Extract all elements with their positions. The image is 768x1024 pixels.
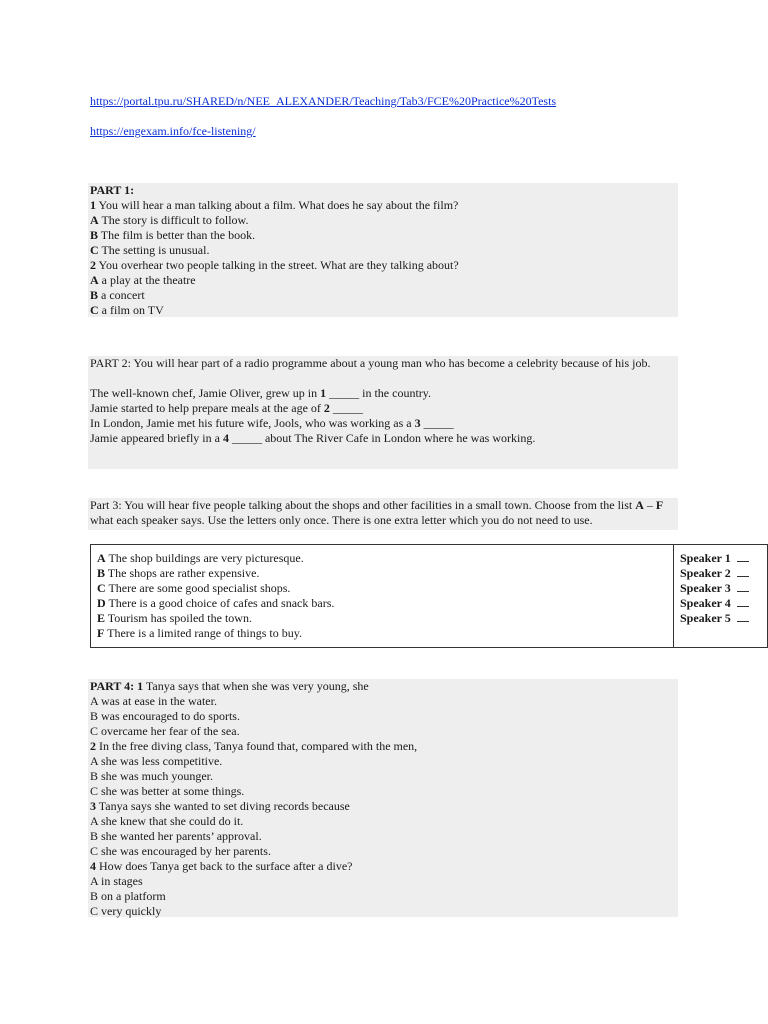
answer-blank[interactable] [737, 561, 749, 562]
answer-blank[interactable] [737, 576, 749, 577]
answer-blank[interactable] [737, 606, 749, 607]
speaker-2: Speaker 2 [680, 566, 761, 581]
option-b: B The shops are rather expensive. [97, 566, 260, 580]
option-c: C There are some good specialist shops. [97, 581, 291, 595]
part4-question-2: 2 In the free diving class, Tanya found that, compared with the men, [90, 739, 418, 753]
answer-blank[interactable] [737, 591, 749, 592]
part4-question-4: 4 How does Tanya get back to the surface after a dive? [90, 859, 353, 873]
option-f: F There is a limited range of things to buy. [97, 626, 302, 640]
option: B was encouraged to do sports. [90, 709, 240, 723]
link-portal[interactable]: https://portal.tpu.ru/SHARED/n/NEE_ALEXANDER/Teaching/Tab3/FCE%20Practice%20Tests [90, 94, 557, 108]
part1-question-1: 1 You will hear a man talking about a film. What does he say about the film? [90, 198, 459, 212]
answer-blank[interactable] [737, 621, 749, 622]
option: C she was better at some things. [90, 784, 245, 798]
part2-sentence-2: Jamie started to help prepare meals at the age of 2 _____ [90, 401, 363, 415]
option-c: C The setting is unusual. [90, 243, 210, 257]
option: C very quickly [90, 904, 162, 918]
speaker-5: Speaker 5 [680, 611, 761, 626]
option: B she was much younger. [90, 769, 213, 783]
option: C overcame her fear of the sea. [90, 724, 240, 738]
option: A in stages [90, 874, 143, 888]
option-e: E Tourism has spoiled the town. [97, 611, 252, 625]
part3-matching-table [90, 544, 768, 648]
speaker-4: Speaker 4 [680, 596, 761, 611]
option: B she wanted her parents’ approval. [90, 829, 262, 843]
option: A she knew that she could do it. [90, 814, 244, 828]
option-b: B a concert [90, 288, 145, 302]
option-a: A a play at the theatre [90, 273, 196, 287]
part2-section [88, 356, 678, 469]
speaker-3: Speaker 3 [680, 581, 761, 596]
part2-sentence-3: In London, Jamie met his future wife, Jools, who was working as a 3 _____ [90, 416, 454, 430]
part1-question-2: 2 You overhear two people talking in the street. What are they talking about? [90, 258, 459, 272]
part2-intro: PART 2: You will hear part of a radio programme about a young man who has become a celebrity because of his job. [90, 356, 651, 370]
part4-section [88, 679, 678, 917]
part3-intro: Part 3: You will hear five people talking about the shops and other facilities in a small town. Choose from the list A – F what each speaker says. Use the letters only once. There is one extra letter which you do not need to use. [88, 498, 678, 530]
speaker-column [674, 545, 768, 648]
part2-sentence-4: Jamie appeared briefly in a 4 _____ about The River Cafe in London where he was working. [90, 431, 536, 445]
option: B on a platform [90, 889, 166, 903]
option-d: D There is a good choice of cafes and snack bars. [97, 596, 335, 610]
option-a: A The story is difficult to follow. [90, 213, 249, 227]
option: C she was encouraged by her parents. [90, 844, 271, 858]
link-engexam[interactable]: https://engexam.info/fce-listening/ [90, 124, 256, 138]
part1-heading: PART 1: [90, 183, 135, 197]
part1-section [88, 183, 678, 317]
option: A was at ease in the water. [90, 694, 217, 708]
option: A she was less competitive. [90, 754, 223, 768]
part4-question-3: 3 Tanya says she wanted to set diving records because [90, 799, 350, 813]
speaker-1: Speaker 1 [680, 551, 761, 566]
option-a: A The shop buildings are very picturesque. [97, 551, 304, 565]
part3-options [91, 545, 674, 648]
part4-question-1: PART 4: 1 Tanya says that when she was very young, she [90, 679, 369, 693]
part2-sentence-1: The well-known chef, Jamie Oliver, grew up in 1 _____ in the country. [90, 386, 431, 400]
option-c: C a film on TV [90, 303, 164, 317]
option-b: B The film is better than the book. [90, 228, 256, 242]
